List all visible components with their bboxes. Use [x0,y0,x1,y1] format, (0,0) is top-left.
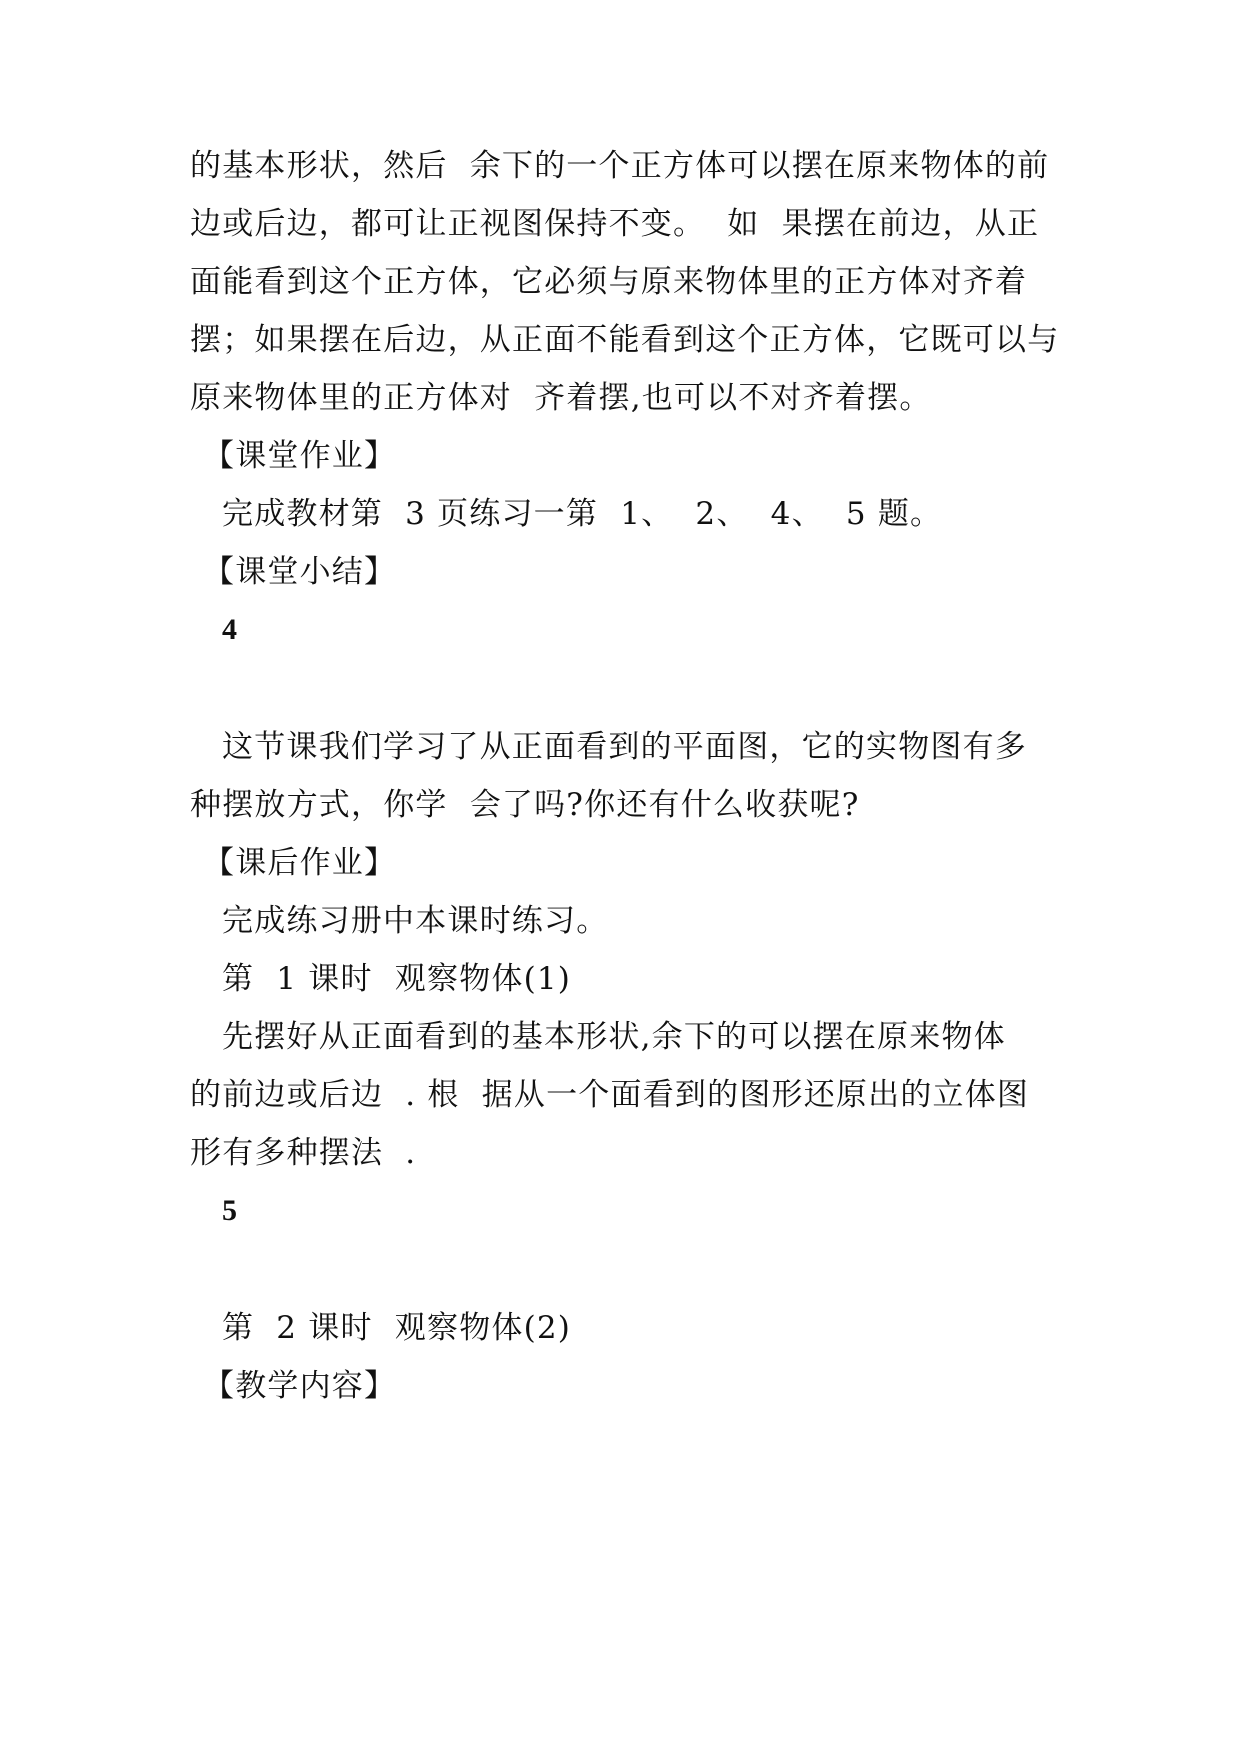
summary-heading: 【课堂小结】 [203,554,397,590]
lesson1-line: 先摆好从正面看到的基本形状,余下的可以摆在原来物体 [222,1019,1006,1055]
paragraph-line: 摆；如果摆在后边，从正面不能看到这个正方体，它既可以与 [190,322,1060,358]
homework-text: 完成练习册中本课时练习。 [222,903,609,939]
paragraph-line: 边或后边，都可让正视图保持不变。 如 果摆在前边，从正 [190,206,1040,242]
lesson1-line: 形有多种摆法 . [190,1135,417,1171]
lesson1-title: 第 1 课时 观察物体(1) [222,961,572,997]
summary-line: 这节课我们学习了从正面看到的平面图，它的实物图有多 [222,729,1027,765]
lesson1-line: 的前边或后边 . 根 据从一个面看到的图形还原出的立体图 [190,1077,1030,1113]
paragraph-line: 的基本形状，然后 余下的一个正方体可以摆在原来物体的前 [190,148,1050,184]
paragraph-line: 面能看到这个正方体，它必须与原来物体里的正方体对齐着 [190,264,1028,300]
classwork-heading: 【课堂作业】 [203,438,397,474]
page-number: 4 [222,613,239,646]
homework-heading: 【课后作业】 [203,845,397,881]
lesson2-heading: 【教学内容】 [203,1368,397,1404]
classwork-text: 完成教材第 3 页练习一第 1、 2、 4、 5 题。 [222,496,943,532]
summary-line: 种摆放方式，你学 会了吗?你还有什么收获呢? [190,787,860,823]
paragraph-line: 原来物体里的正方体对 齐着摆,也可以不对齐着摆。 [190,380,932,416]
lesson2-title: 第 2 课时 观察物体(2) [222,1310,572,1346]
page-number: 5 [222,1194,239,1227]
